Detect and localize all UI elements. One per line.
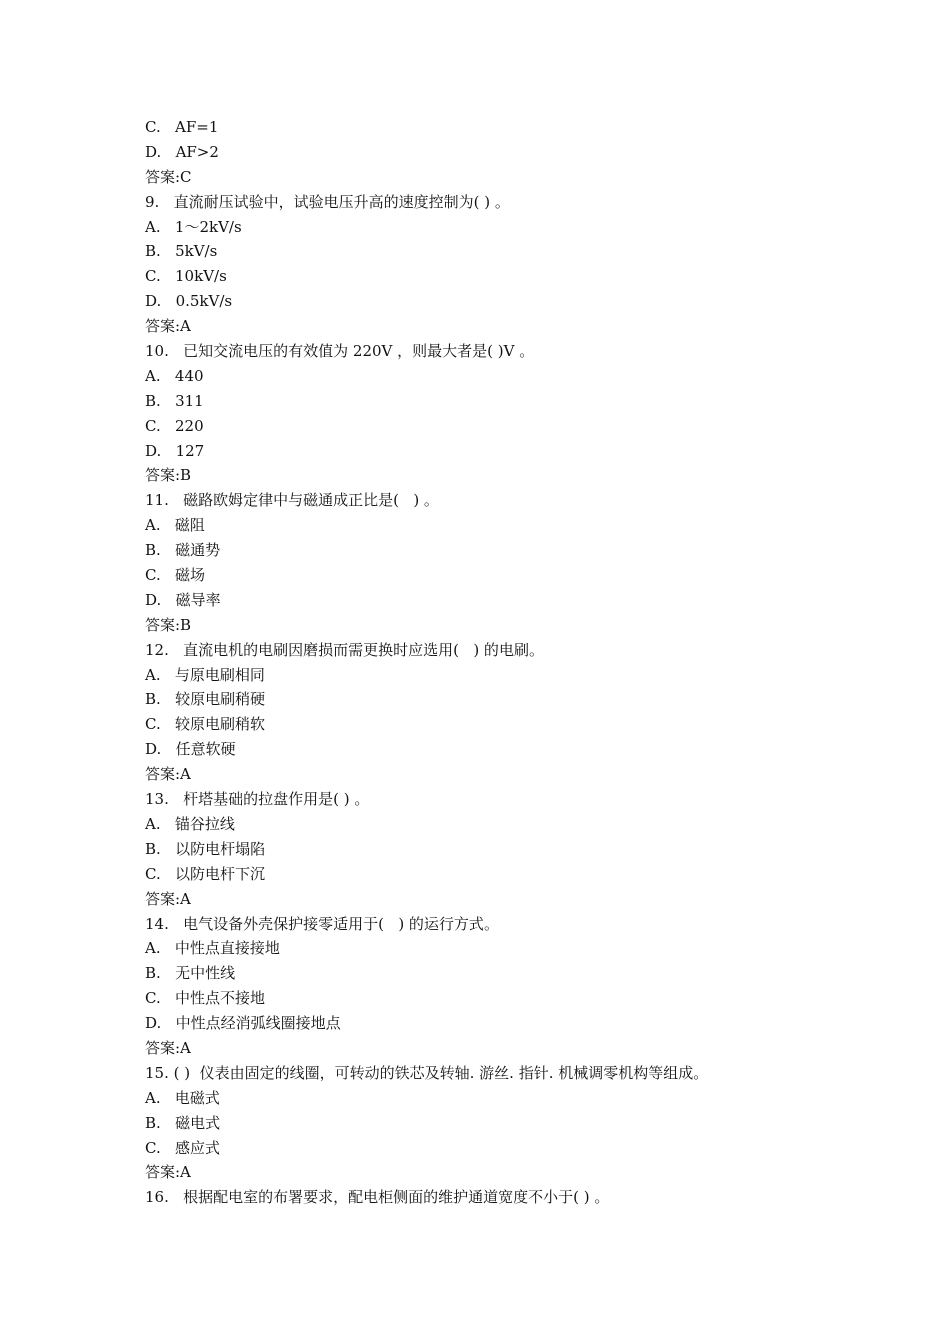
question-text: 11. 磁路欧姆定律中与磁通成正比是( ) 。: [145, 491, 439, 510]
option-text: C. 以防电杆下沉: [145, 864, 266, 883]
option-text: C. 较原电刷稍软: [145, 715, 266, 734]
option-text: C. 220: [145, 416, 204, 435]
option-text: B. 311: [145, 391, 204, 410]
option-text: A. 电磁式: [145, 1088, 220, 1107]
option-text: D. 127: [145, 441, 205, 460]
option-text: B. 以防电杆塌陷: [145, 839, 266, 858]
question-text: 10. 已知交流电压的有效值为 220V ，则最大者是( )V 。: [145, 342, 535, 361]
option-text: B. 5kV/s: [145, 242, 218, 261]
exam-content: [145, 115, 845, 1210]
question-text: 13. 杆塔基础的拉盘作用是( ) 。: [145, 790, 370, 809]
option-text: B. 磁电式: [145, 1113, 221, 1132]
option-text: D. AF>2: [145, 142, 219, 161]
answer-text: 答案:A: [145, 765, 191, 784]
option-text: B. 无中性线: [145, 964, 236, 983]
question-text: 15. ( ) 仪表由固定的线圈，可转动的铁芯及转轴. 游丝. 指针. 机械调零机构等组成。: [145, 1063, 709, 1082]
question-text: 9. 直流耐压试验中，试验电压升高的速度控制为( ) 。: [145, 192, 510, 211]
answer-text: 答案:B: [145, 466, 192, 485]
option-text: C. 10kV/s: [145, 267, 227, 286]
option-text: A. 磁阻: [145, 516, 205, 535]
option-text: D. 磁导率: [145, 590, 221, 609]
option-text: A. 440: [145, 366, 204, 385]
option-text: D. 任意软硬: [145, 740, 236, 759]
question-text: 16. 根据配电室的布署要求，配电柜侧面的维护通道宽度不小于( ) 。: [145, 1188, 610, 1207]
option-text: C. 感应式: [145, 1138, 221, 1157]
option-text: B. 磁通势: [145, 541, 221, 560]
answer-text: 答案:A: [145, 1163, 191, 1182]
answer-text: 答案:A: [145, 889, 191, 908]
option-text: C. 磁场: [145, 566, 206, 585]
option-text: D. 0.5kV/s: [145, 292, 233, 311]
option-text: C. AF=1: [145, 118, 219, 136]
option-text: B. 较原电刷稍硬: [145, 690, 266, 709]
option-text: A. 1～2kV/s: [145, 217, 242, 236]
option-text: A. 与原电刷相同: [145, 665, 265, 684]
question-text: 14. 电气设备外壳保护接零适用于( ) 的运行方式。: [145, 914, 499, 933]
option-text: D. 中性点经消弧线圈接地点: [145, 1014, 341, 1033]
answer-text: 答案:C: [145, 167, 192, 186]
answer-text: 答案:A: [145, 317, 191, 336]
option-text: A. 锚谷拉线: [145, 814, 235, 833]
answer-text: 答案:A: [145, 1038, 191, 1057]
option-text: A. 中性点直接接地: [145, 939, 280, 958]
question-text: 12. 直流电机的电刷因磨损而需更换时应选用( ) 的电刷。: [145, 640, 544, 659]
option-text: C. 中性点不接地: [145, 989, 266, 1008]
answer-text: 答案:B: [145, 615, 192, 634]
